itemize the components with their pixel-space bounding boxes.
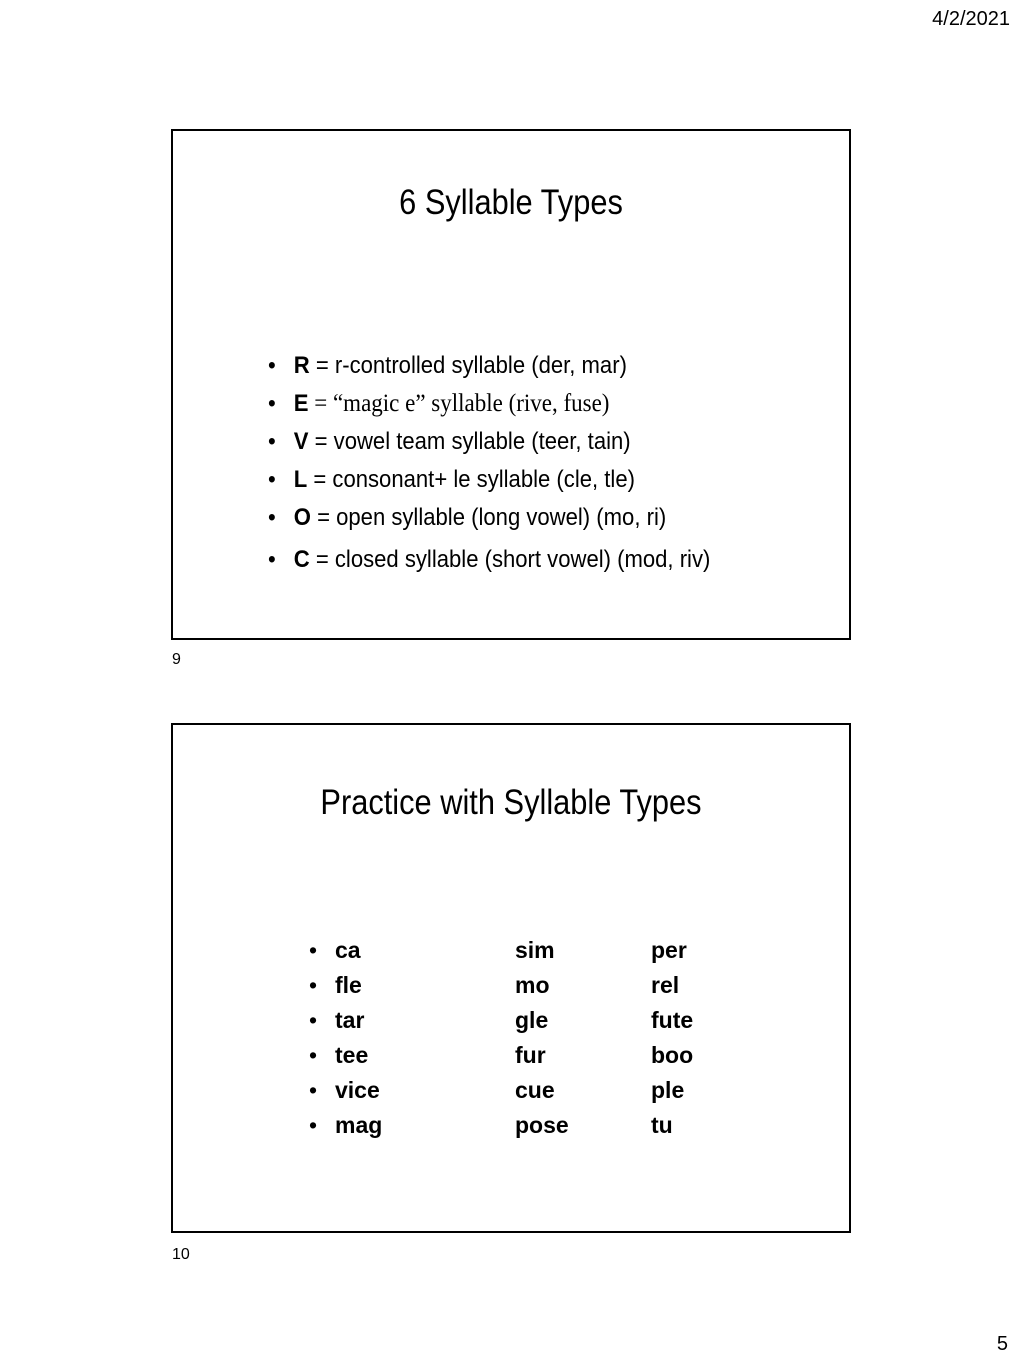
practice-word: mo	[515, 972, 550, 998]
practice-word: sim	[515, 937, 555, 963]
list-item	[268, 385, 710, 423]
slide-number: 10	[172, 1246, 190, 1263]
bullet: •	[268, 390, 276, 417]
practice-row	[309, 1073, 771, 1108]
bullet: •	[268, 352, 276, 379]
list-item	[268, 461, 710, 499]
bullet: •	[268, 504, 276, 531]
practice-word: rel	[651, 972, 680, 998]
bullet: •	[309, 1112, 318, 1138]
practice-word: ple	[651, 1077, 685, 1103]
bullet: •	[268, 546, 276, 573]
practice-word: fle	[335, 972, 362, 998]
type-description: = consonant+ le syllable (cle, tle)	[307, 466, 635, 493]
bullet: •	[309, 972, 318, 998]
practice-word: mag	[335, 1112, 383, 1138]
type-description: = r-controlled syllable (der, mar)	[309, 352, 627, 379]
slide-title: 6 Syllable Types	[399, 183, 623, 222]
slide-practice	[171, 723, 851, 1233]
type-description: = vowel team syllable (teer, tain)	[308, 428, 631, 455]
practice-word: tu	[651, 1112, 673, 1138]
slide-syllable-types	[171, 129, 851, 640]
list-item	[268, 423, 710, 461]
practice-word: boo	[651, 1042, 694, 1068]
slide-title: Practice with Syllable Types	[320, 783, 702, 822]
type-description: = open syllable (long vowel) (mo, ri)	[310, 504, 667, 531]
type-description: = “magic e” syllable (rive, fuse)	[308, 390, 610, 417]
practice-row	[309, 1003, 771, 1038]
practice-word: ca	[335, 937, 361, 963]
practice-row	[309, 1038, 771, 1073]
practice-word: per	[651, 937, 687, 963]
practice-word: tar	[335, 1007, 365, 1033]
practice-row	[309, 1108, 771, 1143]
bullet: •	[309, 1007, 318, 1033]
page-number: 5	[996, 1333, 1008, 1355]
list-item	[268, 499, 710, 537]
bullet: •	[309, 1077, 318, 1103]
slide-number: 9	[172, 651, 181, 668]
type-key: C	[293, 546, 310, 573]
type-description: = closed syllable (short vowel) (mod, riv)	[309, 546, 711, 573]
syllable-types-list	[268, 347, 749, 579]
practice-word: gle	[515, 1007, 549, 1033]
practice-row	[309, 933, 771, 968]
bullet: •	[268, 466, 276, 493]
type-key: E	[293, 390, 309, 417]
type-key: L	[293, 466, 308, 493]
list-item	[268, 347, 710, 385]
type-key: O	[293, 504, 311, 531]
practice-word: fute	[651, 1007, 694, 1033]
type-key: R	[293, 352, 310, 379]
list-item	[268, 541, 710, 579]
bullet: •	[309, 1042, 318, 1068]
practice-word: cue	[515, 1077, 555, 1103]
practice-word-table	[309, 933, 771, 1143]
type-key: V	[293, 428, 309, 455]
practice-word: vice	[335, 1077, 380, 1103]
bullet: •	[309, 937, 318, 963]
practice-word: fur	[515, 1042, 546, 1068]
practice-row	[309, 968, 771, 1003]
bullet: •	[268, 428, 276, 455]
practice-word: tee	[335, 1042, 369, 1068]
print-date: 4/2/2021	[932, 8, 1010, 30]
practice-word: pose	[515, 1112, 569, 1138]
